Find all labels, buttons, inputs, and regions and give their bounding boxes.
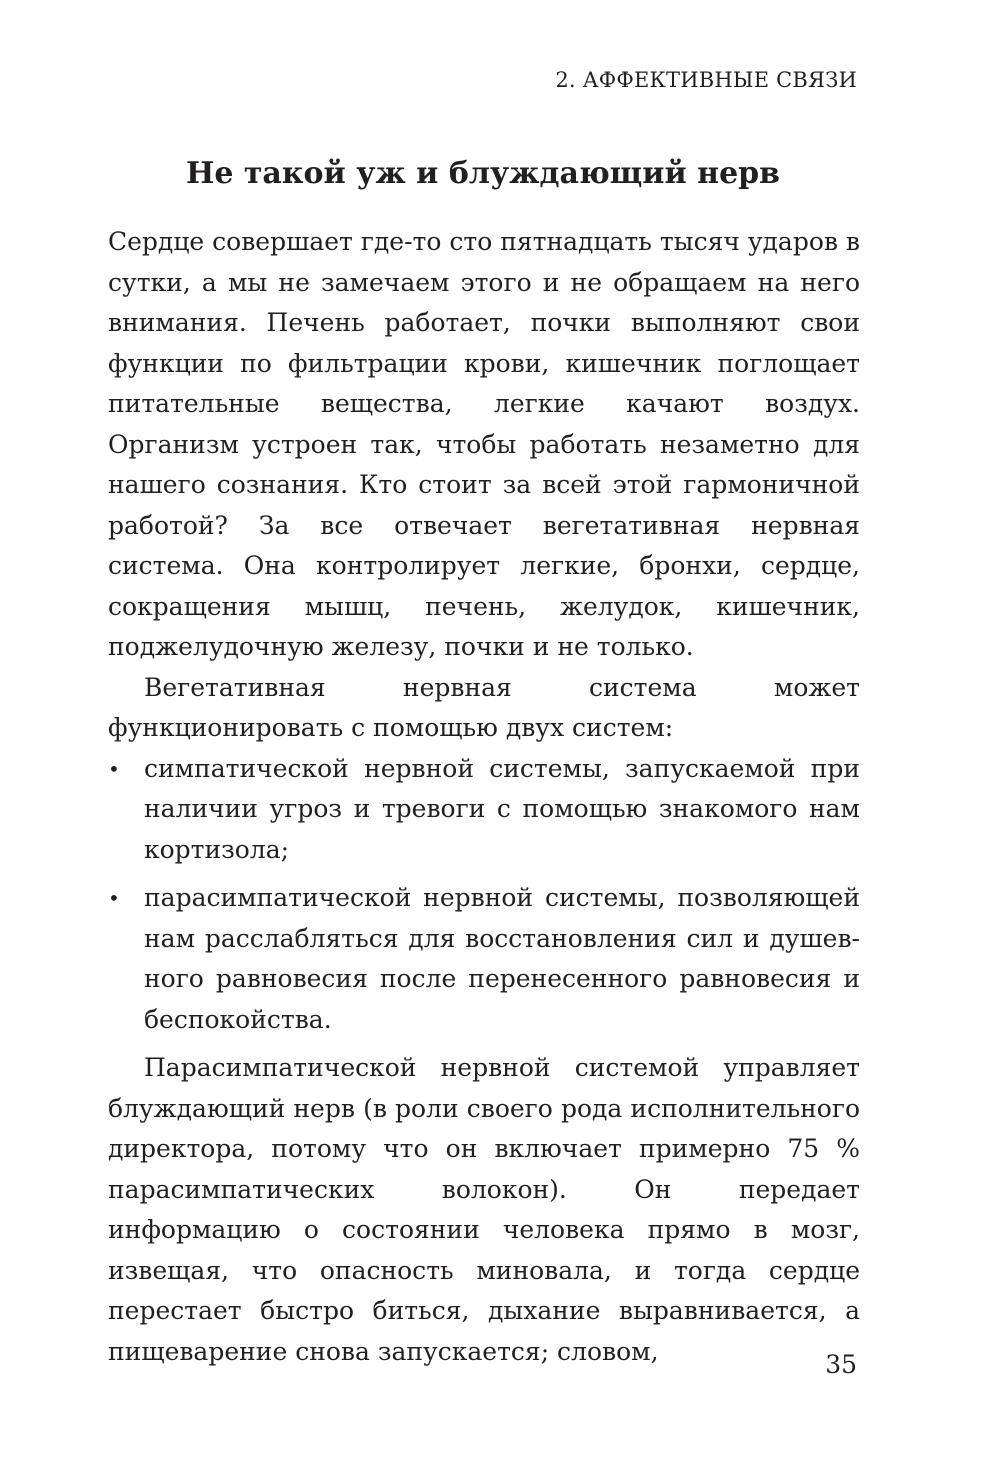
paragraph-3: Парасимпатической нервной системой управляет блуждающий нерв (в роли своего рода исполнительного директора, потому что он включает примерно 75 % парасимпатических волокон). Он передает информацию о состоянии человека прямо в мозг, извещая, что опасность миновала, и тогда сердце перестает быстро биться, дыхание выравнивается, а пищеварение снова запускается; словом, [108, 1053, 860, 1366]
list-item [108, 878, 860, 1040]
list-item-text: симпатической нервной системы, запускаемой при наличии угроз и тревоги с помощью знакомого нам кортизола; [144, 753, 860, 864]
bullet-icon: • [108, 756, 120, 781]
paragraph-spacer [108, 1040, 860, 1048]
bullet-icon: • [108, 886, 120, 910]
bullet-list [108, 749, 860, 1041]
section-title: Не такой уж и блуждающий нерв [185, 156, 781, 191]
list-item-text: парасимпатической нервной системы, позволяющей нам расслабляться для восстановления сил и душевного равновесия после перенесенного равновесия и беспокойства. [144, 883, 860, 1034]
paragraph-2: Вегетативная нервная система может функционировать с помощью двух систем: [108, 672, 860, 742]
running-head: 2. АФФЕКТИВНЫЕ СВЯЗИ [555, 68, 857, 92]
paragraph-1: Сердце совершает где-то сто пятнадцать тысяч ударов в сутки, а мы не замечаем этого и не обращаем на него внимания. Печень работает, почки выполняют свои функции по фильтрации крови, кишечник поглощает питательные вещества, легкие качают воздух. Организм устроен так, чтобы работать незаметно для нашего сознания. Кто стоит за всей этой гармоничной работой? За все отвечает вегетативная нервная система. Она контролирует легкие, бронхи, сердце, сокращения мышц, печень, желудок, кишечник, поджелудочную железу, почки и не только. [108, 227, 860, 661]
list-item [108, 749, 860, 871]
body-text [108, 222, 860, 1372]
page-number: 35 [825, 1350, 857, 1379]
